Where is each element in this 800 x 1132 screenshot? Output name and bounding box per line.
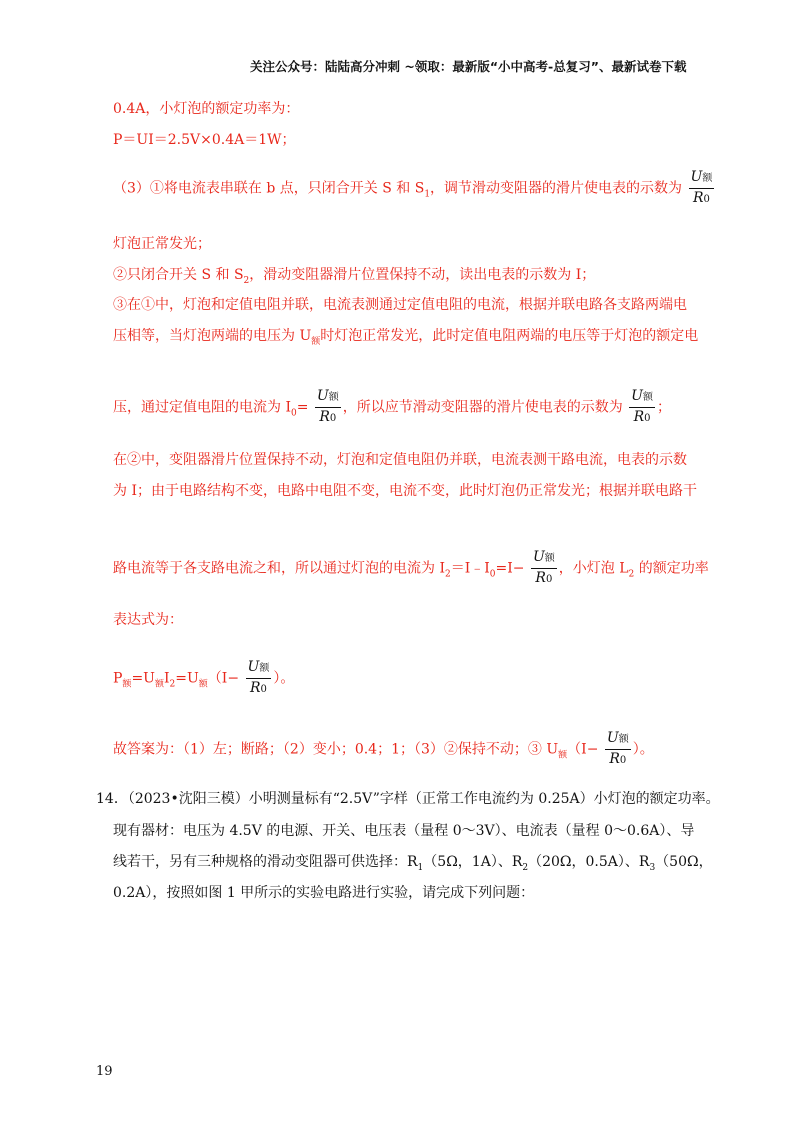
- text-segment: ）。: [273, 670, 295, 687]
- fraction-denominator: R: [609, 751, 620, 767]
- question-14-line-4: 0.2A），按照如图 1 甲所示的实验电路进行实验，请完成下列问题：: [113, 885, 535, 901]
- subscript: 额: [122, 679, 132, 690]
- text-segment: =: [296, 399, 309, 416]
- fraction-numerator-sub: 额: [328, 392, 339, 403]
- solution-line-12: 表达式为：: [113, 612, 183, 628]
- fraction-u-over-r0: [315, 387, 341, 428]
- solution-line-4: 灯泡正常发光；: [113, 236, 211, 252]
- fraction-numerator-sub: 额: [618, 734, 629, 745]
- question-14-line-2: 现有器材：电压为 4.5V 的电源、开关、电压表（量程 0～3V）、电流表（量程 0～0.6A）、导: [113, 823, 695, 839]
- subscript: 1: [417, 862, 424, 873]
- fraction-u-over-r0: [629, 387, 655, 428]
- text-segment: （50Ω，: [655, 854, 713, 870]
- question-14-line-1: 14．（2023•沈阳三模）小明测量标有“2.5V”字样（正常工作电流约为 0.25A）小灯泡的额定功率。: [96, 791, 720, 807]
- fraction-numerator: U: [690, 169, 703, 185]
- question-14-line-3: [113, 853, 713, 877]
- subscript: 2: [522, 862, 529, 873]
- text-segment: ，小灯泡 L: [558, 560, 629, 577]
- fraction-numerator: U: [631, 388, 643, 404]
- text-segment: 的额定功率: [634, 560, 709, 577]
- solution-line-13: [113, 658, 294, 699]
- text-segment: =I−: [495, 560, 525, 577]
- solution-line-8: [113, 387, 671, 428]
- text-segment: 故答案为：（1）左；断路；（2）变小；0.4；1；（3）②保持不动；③ U: [113, 741, 559, 758]
- text-segment: I: [163, 670, 170, 687]
- fraction-numerator-sub: 额: [259, 663, 270, 674]
- subscript: 3: [649, 862, 656, 873]
- fraction-u-over-r0: [689, 168, 715, 209]
- fraction-denominator-sub: 0: [329, 413, 337, 424]
- text-segment: ）。: [632, 741, 654, 758]
- text-segment: 线若干，另有三种规格的滑动变阻器可供选择：R: [113, 854, 418, 870]
- text-segment: （5Ω，1A）、R: [423, 854, 523, 870]
- text-segment: 路电流等于各支路电流之和，所以通过灯泡的电流为 I: [113, 560, 445, 577]
- solution-line-6: ③在①中，灯泡和定值电阻并联，电流表测通过定值电阻的电流，根据并联电路各支路两端电: [113, 297, 687, 313]
- fraction-denominator: R: [249, 680, 261, 696]
- fraction-numerator-sub: 额: [544, 553, 555, 564]
- fraction-numerator: U: [532, 549, 545, 565]
- fraction-numerator: U: [247, 659, 260, 675]
- text-segment: （20Ω，0.5A）、R: [528, 854, 650, 870]
- solution-line-9: 在②中，变阻器滑片位置保持不动，灯泡和定值电阻仍并联，电流表测干路电流，电表的示数: [113, 452, 687, 468]
- text-segment: （3）①将电流表串联在 b 点，只闭合开关 S 和 S: [113, 180, 425, 197]
- solution-line-1: 0.4A，小灯泡的额定功率为：: [113, 101, 300, 117]
- fraction-u-over-r0: [531, 548, 557, 589]
- text-segment: ②只闭合开关 S 和 S: [113, 267, 244, 283]
- subscript: 2: [169, 679, 176, 690]
- solution-line-3: [113, 168, 716, 209]
- text-segment: 时灯泡正常发光，此时定值电阻两端的电压等于灯泡的额定电: [320, 328, 699, 344]
- text-segment: ，滑动变阻器滑片位置保持不动，读出电表的示数为 I；: [249, 267, 596, 283]
- text-segment: （I−: [207, 670, 240, 687]
- text-segment: （I−: [567, 741, 599, 758]
- subscript: 2: [628, 569, 635, 580]
- text-segment: 压相等，当灯泡两端的电压为 U: [113, 328, 312, 344]
- text-segment: ＝I﹣I: [450, 560, 490, 577]
- subscript: 额: [198, 679, 208, 690]
- fraction-denominator-sub: 0: [260, 684, 267, 695]
- subscript: 额: [154, 679, 164, 690]
- text-segment: ；: [656, 399, 671, 416]
- subscript: 额: [311, 336, 321, 347]
- subscript: 0: [489, 569, 496, 580]
- text-segment: 压，通过定值电阻的电流为 I: [113, 399, 291, 416]
- fraction-numerator: U: [316, 388, 329, 404]
- fraction-denominator: R: [633, 409, 645, 425]
- subscript: 2: [444, 569, 451, 580]
- fraction-numerator-sub: 额: [702, 173, 713, 184]
- text-segment: =U: [131, 670, 155, 687]
- fraction-denominator: R: [692, 190, 704, 206]
- subscript: 额: [558, 750, 568, 761]
- solution-line-5: [113, 266, 595, 290]
- fraction-denominator: R: [319, 409, 330, 425]
- answer-line: [113, 729, 654, 770]
- solution-line-10: 为 I；由于电路结构不变，电路中电阻不变，电流不变，此时灯泡仍正常发光；根据并联电路干: [113, 483, 697, 499]
- fraction-denominator-sub: 0: [703, 194, 710, 205]
- text-segment: ，调节滑动变阻器的滑片使电表的示数为: [430, 180, 683, 197]
- solution-line-11: [113, 548, 709, 589]
- solution-line-7: [113, 327, 698, 351]
- subscript: 2: [243, 275, 250, 286]
- fraction-denominator-sub: 0: [619, 755, 627, 766]
- page-header: 关注公众号：陆陆高分冲刺 ~领取：最新版“小中高考-总复习”、最新试卷下载: [250, 59, 687, 74]
- fraction-u-over-r0: [246, 658, 272, 699]
- fraction-denominator-sub: 0: [545, 574, 553, 585]
- fraction-numerator: U: [606, 730, 619, 746]
- fraction-numerator-sub: 额: [642, 392, 653, 403]
- fraction-u-over-r0: [605, 729, 631, 770]
- fraction-denominator-sub: 0: [644, 413, 651, 424]
- text-segment: ，所以应节滑动变阻器的滑片使电表的示数为: [342, 399, 623, 416]
- text-segment: =U: [175, 670, 199, 687]
- subscript: 0: [290, 408, 297, 419]
- page-number: 19: [96, 1064, 113, 1079]
- fraction-denominator: R: [535, 570, 546, 586]
- text-segment: P: [113, 670, 123, 687]
- subscript: 1: [424, 189, 431, 200]
- solution-line-2: P＝UI＝2.5V×0.4A＝1W；: [113, 132, 296, 148]
